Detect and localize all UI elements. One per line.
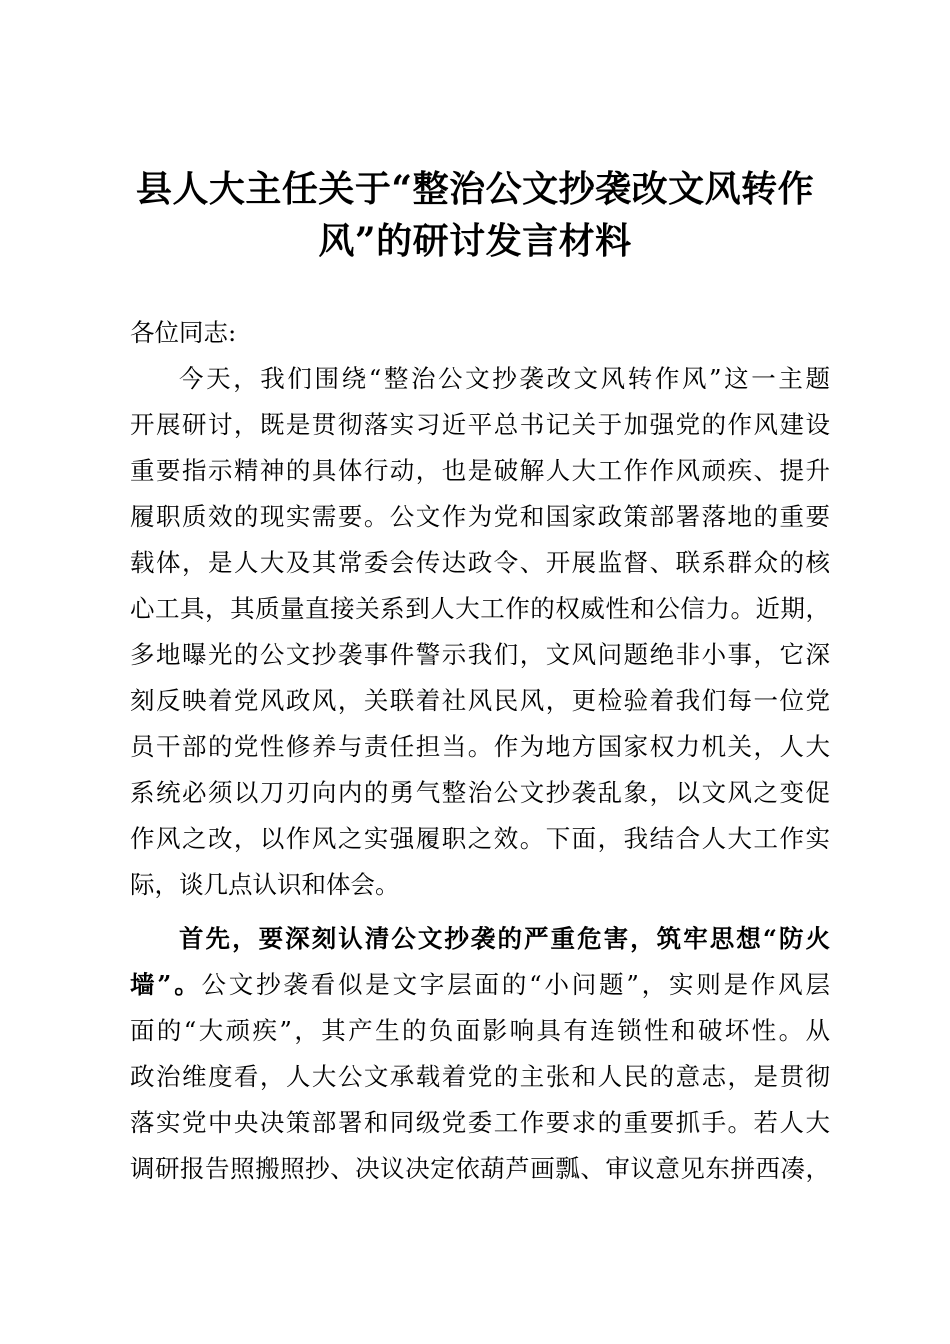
paragraph-1-line: 今天，我们围绕“整治公文抄袭改文风转作风”这一主题 — [179, 364, 830, 393]
paragraph-1-line: 际，谈几点认识和体会。 — [130, 870, 400, 899]
paragraph-2-line: 调研报告照搬照抄、决议决定依葫芦画瓢、审议意见东拼西凑， — [130, 1154, 830, 1183]
paragraph-1-line: 多地曝光的公文抄袭事件警示我们，文风问题绝非小事，它深 — [130, 640, 830, 669]
paragraph-1-line: 刻反映着党风政风，关联着社风民风，更检验着我们每一位党 — [130, 686, 830, 715]
paragraph-2-line: 落实党中央决策部署和同级党委工作要求的重要抓手。若人大 — [130, 1108, 830, 1137]
paragraph-2-line-rest: 公文抄袭看似是文字层面的“小问题”，实则是作风层 — [201, 970, 830, 999]
paragraph-2-line — [130, 962, 830, 1008]
paragraph-1-line: 开展研讨，既是贯彻落实习近平总书记关于加强党的作风建设 — [130, 410, 830, 439]
title-line-1: 县人大主任关于“整治公文抄袭改文风转作 — [135, 168, 815, 210]
paragraph-1-line: 员干部的党性修养与责任担当。作为地方国家权力机关，人大 — [130, 732, 830, 761]
paragraph-1-line: 作风之改，以作风之实强履职之效。下面，我结合人大工作实 — [130, 824, 830, 853]
title-line-2: 风”的研讨发言材料 — [318, 220, 632, 262]
salutation: 各位同志: — [130, 318, 237, 347]
paragraph-1-line: 载体，是人大及其常委会传达政令、开展监督、联系群众的核 — [130, 548, 830, 577]
paragraph-1-line: 系统必须以刀刃向内的勇气整治公文抄袭乱象，以文风之变促 — [130, 778, 830, 807]
paragraph-1 — [130, 356, 830, 908]
paragraph-spacer — [130, 908, 830, 916]
paragraph-2 — [130, 916, 830, 1192]
paragraph-2-heading-line: 首先，要深刻认清公文抄袭的严重危害，筑牢思想“防火 — [179, 924, 830, 953]
document-body — [130, 310, 830, 1192]
document-title — [120, 163, 830, 267]
paragraph-1-line: 心工具，其质量直接关系到人大工作的权威性和公信力。近期， — [130, 594, 830, 623]
paragraph-2-heading-end: 墙”。 — [130, 970, 202, 999]
paragraph-1-line: 履职质效的现实需要。公文作为党和国家政策部署落地的重要 — [130, 502, 830, 531]
paragraph-2-line: 面的“大顽疾”，其产生的负面影响具有连锁性和破坏性。从 — [130, 1016, 830, 1045]
paragraph-1-line: 重要指示精神的具体行动，也是破解人大工作作风顽疾、提升 — [130, 456, 830, 485]
paragraph-2-line: 政治维度看，人大公文承载着党的主张和人民的意志，是贯彻 — [130, 1062, 830, 1091]
